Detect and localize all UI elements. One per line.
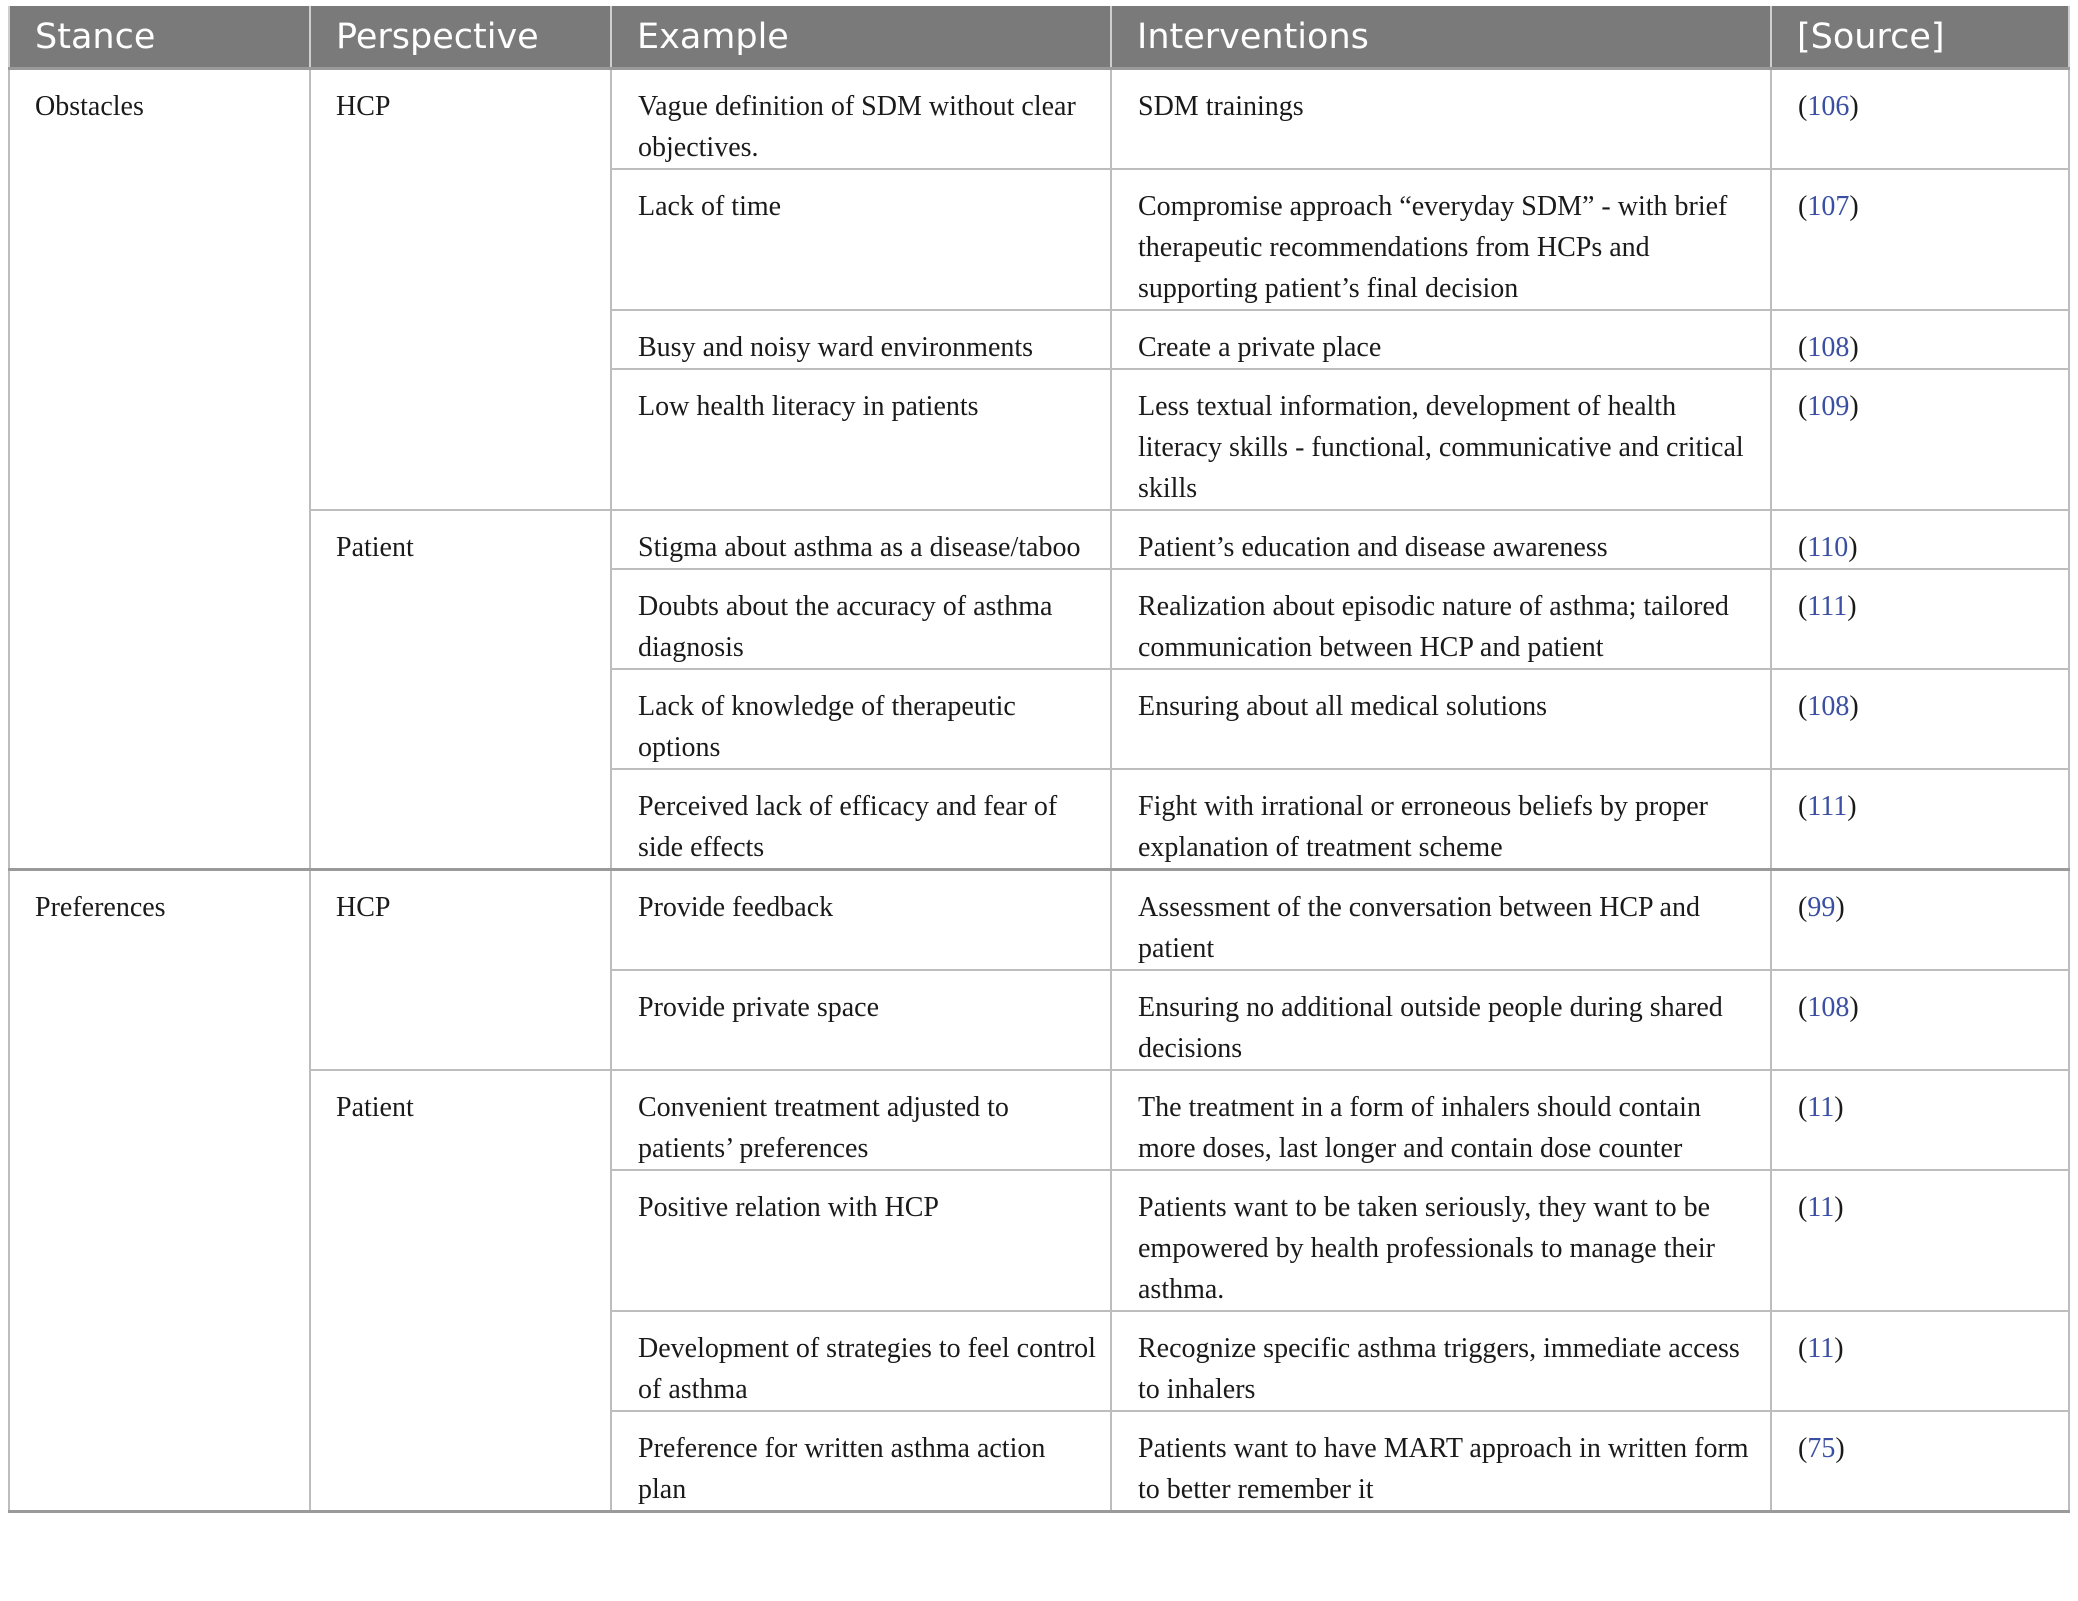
example-cell: Development of strategies to feel control of asthma — [611, 1311, 1111, 1411]
source-cell: (111) — [1771, 769, 2069, 870]
example-cell: Doubts about the accuracy of asthma diagnosis — [611, 569, 1111, 669]
source-cell: (11) — [1771, 1311, 2069, 1411]
example-cell: Provide feedback — [611, 870, 1111, 971]
table-row — [9, 1070, 2069, 1170]
intervention-cell: Fight with irrational or erroneous beliefs by proper explanation of treatment scheme — [1111, 769, 1771, 870]
intervention-cell: SDM trainings — [1111, 69, 1771, 170]
table-row — [9, 510, 2069, 569]
source-link[interactable]: 110 — [1807, 532, 1849, 563]
intervention-cell: Ensuring about all medical solutions — [1111, 669, 1771, 769]
intervention-cell: Patient’s education and disease awareness — [1111, 510, 1771, 569]
source-link[interactable]: 111 — [1807, 791, 1848, 822]
source-link[interactable]: 11 — [1807, 1092, 1835, 1123]
source-cell: (108) — [1771, 970, 2069, 1070]
example-cell: Convenient treatment adjusted to patients’ preferences — [611, 1070, 1111, 1170]
intervention-cell: Create a private place — [1111, 310, 1771, 369]
header-row — [9, 6, 2069, 69]
source-link[interactable]: 108 — [1807, 691, 1850, 722]
header-perspective: Perspective — [310, 6, 611, 69]
table-container — [8, 6, 2068, 1513]
source-link[interactable]: 108 — [1807, 332, 1850, 363]
source-link[interactable]: 11 — [1807, 1333, 1835, 1364]
source-cell: (108) — [1771, 669, 2069, 769]
example-cell: Vague definition of SDM without clear objectives. — [611, 69, 1111, 170]
source-cell: (109) — [1771, 369, 2069, 510]
perspective-cell: HCP — [310, 870, 611, 1071]
example-cell: Lack of knowledge of therapeutic options — [611, 669, 1111, 769]
stance-cell: Obstacles — [9, 69, 310, 870]
source-cell: (11) — [1771, 1070, 2069, 1170]
example-cell: Low health literacy in patients — [611, 369, 1111, 510]
intervention-cell: The treatment in a form of inhalers should contain more doses, last longer and contain dose counter — [1111, 1070, 1771, 1170]
source-link[interactable]: 109 — [1807, 391, 1850, 422]
source-cell: (11) — [1771, 1170, 2069, 1311]
source-link[interactable]: 111 — [1807, 591, 1848, 622]
source-link[interactable]: 11 — [1807, 1192, 1835, 1223]
source-cell: (99) — [1771, 870, 2069, 971]
source-link[interactable]: 75 — [1807, 1433, 1836, 1464]
example-cell: Perceived lack of efficacy and fear of side effects — [611, 769, 1111, 870]
source-cell: (106) — [1771, 69, 2069, 170]
header-stance: Stance — [9, 6, 310, 69]
table-row — [9, 870, 2069, 971]
header-interventions: Interventions — [1111, 6, 1771, 69]
source-cell: (110) — [1771, 510, 2069, 569]
source-cell: (108) — [1771, 310, 2069, 369]
example-cell: Preference for written asthma action plan — [611, 1411, 1111, 1512]
stance-cell: Preferences — [9, 870, 310, 1512]
source-cell: (107) — [1771, 169, 2069, 310]
source-link[interactable]: 106 — [1807, 91, 1850, 122]
perspective-cell: Patient — [310, 1070, 611, 1512]
intervention-cell: Realization about episodic nature of asthma; tailored communication between HCP and patient — [1111, 569, 1771, 669]
example-cell: Provide private space — [611, 970, 1111, 1070]
header-source: [Source] — [1771, 6, 2069, 69]
perspective-cell: HCP — [310, 69, 611, 511]
intervention-cell: Less textual information, development of health literacy skills - functional, communicative and critical skills — [1111, 369, 1771, 510]
intervention-cell: Compromise approach “everyday SDM” - with brief therapeutic recommendations from HCPs and supporting patient’s final decision — [1111, 169, 1771, 310]
intervention-cell: Ensuring no additional outside people during shared decisions — [1111, 970, 1771, 1070]
sdm-table — [8, 6, 2070, 1513]
intervention-cell: Patients want to have MART approach in written form to better remember it — [1111, 1411, 1771, 1512]
example-cell: Busy and noisy ward environments — [611, 310, 1111, 369]
source-cell: (75) — [1771, 1411, 2069, 1512]
intervention-cell: Patients want to be taken seriously, they want to be empowered by health professionals to manage their asthma. — [1111, 1170, 1771, 1311]
perspective-cell: Patient — [310, 510, 611, 870]
table-header — [9, 6, 2069, 69]
example-cell: Stigma about asthma as a disease/taboo — [611, 510, 1111, 569]
source-link[interactable]: 99 — [1807, 892, 1836, 923]
header-example: Example — [611, 6, 1111, 69]
intervention-cell: Recognize specific asthma triggers, immediate access to inhalers — [1111, 1311, 1771, 1411]
example-cell: Positive relation with HCP — [611, 1170, 1111, 1311]
table-row — [9, 69, 2069, 170]
source-link[interactable]: 107 — [1807, 191, 1850, 222]
source-link[interactable]: 108 — [1807, 992, 1850, 1023]
example-cell: Lack of time — [611, 169, 1111, 310]
table-body — [9, 69, 2069, 1512]
source-cell: (111) — [1771, 569, 2069, 669]
intervention-cell: Assessment of the conversation between HCP and patient — [1111, 870, 1771, 971]
